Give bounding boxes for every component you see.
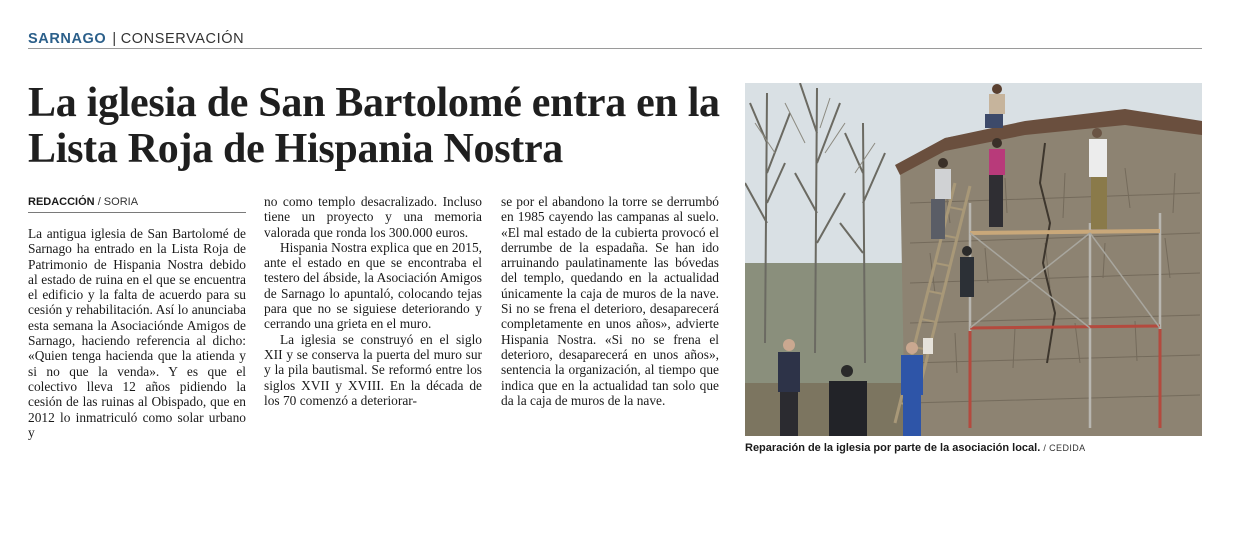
paragraph: La iglesia se construyó en el siglo XII y se conserva la puerta del muro sur y la pila bautismal. Se reformó entre los siglos XVII y XVIII. En la década de los 70 comenzó a deteriorar-	[264, 331, 482, 408]
article-column-3	[501, 194, 719, 408]
paragraph: La antigua iglesia de San Bartolomé de Sarnago ha entrado en la Lista Roja de Patrimonio de Hispania Nostra debido al estado de ruina en el que se encuentra el edificio y la falta de acuerdo para su cesión y rehabilitación. Así lo anunciaba esta semana la Asociaciónde Amigos de Sarnago, haciendo referencia al dicho: «Quien tenga hacienda que la atienda y si no que la venda». Y es que el colectivo lleva 12 años pidiendo la cesión de las ruinas al Obispado, que en 2012 lo inmatriculó como solar urbano y	[28, 226, 246, 440]
section-name: SARNAGO	[28, 31, 107, 47]
section-header	[28, 30, 1202, 49]
caption-text: Reparación de la iglesia por parte de la asociación local.	[745, 442, 1041, 454]
paragraph: Hispania Nostra explica que en 2015, ante el estado en que se encontraba el testero del ábside, la Asociación Amigos de Sarnago lo apuntaló, colocando tejas para que no se siguiese deteriorando y cerrando una grieta en el muro.	[264, 239, 482, 332]
paragraph: se por el abandono la torre se derrumbó en 1985 cayendo las campanas al suelo. «El mal estado de la cubierta provocó el derrumbe de la espadaña. Se han ido arruinando paulatinamente las bóvedas del templo, quedando en la actualidad únicamente la caja de muros de la nave. Si no se frena el deterioro, desaparecerá completamente en unos años», advierte Hispania Nostra. «Si no se frena el deterioro, desaparecerá en unos años», sentencia la organización, al tiempo que indica que en la actualidad tan solo que da la caja de muros de la nave.	[501, 194, 719, 408]
article-headline: La iglesia de San Bartolomé entra en la Lista Roja de Hispania Nostra	[28, 80, 720, 172]
byline-location: / SORIA	[97, 196, 139, 208]
byline	[28, 196, 246, 213]
photo-credit: / CEDIDA	[1043, 443, 1086, 453]
paragraph: no como templo desacralizado. Incluso tiene un proyecto y una memoria valorada que ronda los 300.000 euros.	[264, 194, 482, 240]
article-photo	[745, 83, 1202, 436]
subsection-name: CONSERVACIÓN	[120, 31, 245, 47]
byline-author: REDACCIÓN	[28, 196, 95, 208]
church-repair-illustration	[745, 83, 1202, 436]
section-separator: |	[112, 31, 117, 47]
article-column-1	[28, 226, 246, 440]
article-column-2	[264, 194, 482, 408]
photo-caption	[745, 442, 1202, 454]
